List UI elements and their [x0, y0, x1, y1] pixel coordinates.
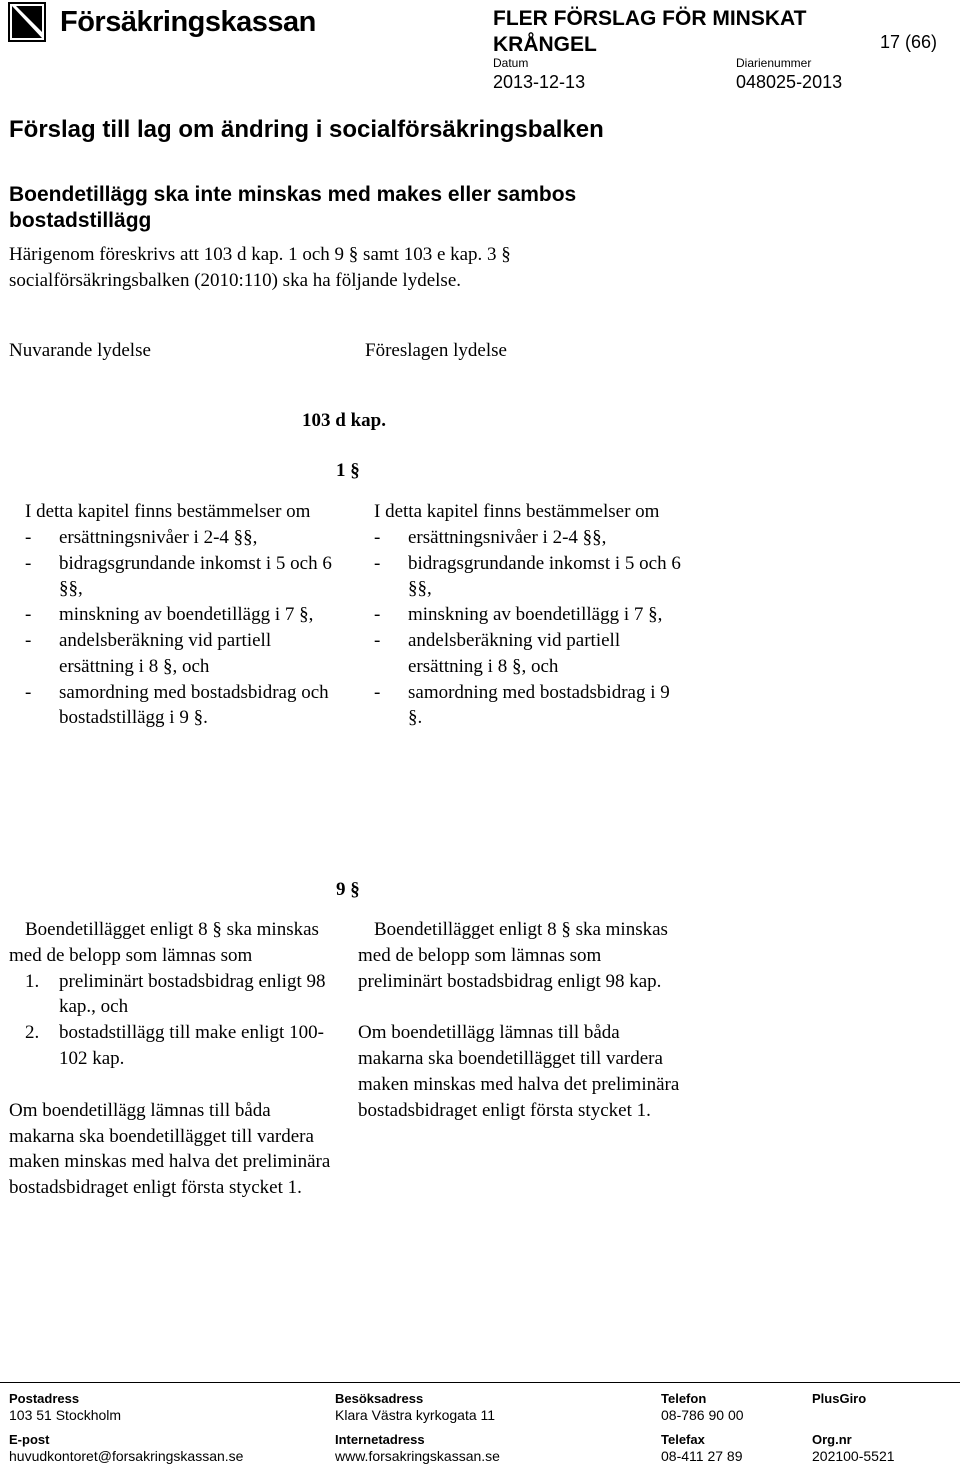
- registration-number-value: 048025-2013: [736, 72, 843, 92]
- list-item: - andelsberäkning vid partiell ersättning i 8 §, och: [25, 629, 272, 677]
- current-wording-heading: Nuvarande lydelse: [9, 340, 151, 361]
- list-item: - ersättningsnivåer i 2-4 §§,: [25, 526, 258, 548]
- document-title: FLER FÖRSLAG FÖR MINSKAT KRÅNGEL: [493, 7, 807, 56]
- proposed-wording-heading: Föreslagen lydelse: [365, 340, 507, 361]
- list-item: - bidragsgrundande inkomst i 5 och 6 §§,: [25, 552, 332, 600]
- section-1-proposed: [358, 499, 688, 731]
- footer-orgnr: 202100-5521: [812, 1448, 895, 1464]
- list-item: 1. preliminärt bostadsbidrag enligt 98 kap., och: [25, 970, 326, 1018]
- list-item: - ersättningsnivåer i 2-4 §§,: [374, 526, 607, 548]
- page-title: Förslag till lag om ändring i socialförsäkringsbalken: [9, 116, 604, 143]
- footer-phone-label: Telefon: [661, 1391, 707, 1406]
- section-1-current: [9, 499, 339, 731]
- list-item: - samordning med bostadsbidrag i 9 §.: [374, 681, 670, 729]
- section-9-heading: 9 §: [336, 879, 360, 900]
- agency-logo: [8, 2, 338, 46]
- footer-fax-label: Telefax: [661, 1432, 705, 1447]
- section-9-proposed: [358, 917, 688, 1124]
- section-9-current: [9, 917, 339, 1201]
- brand-name: Försäkringskassan: [60, 6, 316, 38]
- date-label: Datum: [493, 56, 529, 70]
- list-item: - bidragsgrundande inkomst i 5 och 6 §§,: [374, 552, 681, 600]
- footer-visiting-address: Klara Västra kyrkogata 11: [335, 1407, 496, 1423]
- section-1-current-list: [9, 525, 339, 731]
- section-1-current-lead: I detta kapitel finns bestämmelser om: [25, 501, 311, 522]
- registration-number-label: Diarienummer: [736, 56, 812, 70]
- footer-website-link[interactable]: www.forsakringskassan.se: [335, 1448, 500, 1464]
- footer-plusgiro-label: PlusGiro: [812, 1391, 867, 1406]
- list-item: 2. bostadstillägg till make enligt 100-102 kap.: [25, 1022, 324, 1069]
- footer-fax: 08-411 27 89: [661, 1448, 743, 1464]
- footer-orgnr-label: Org.nr: [812, 1432, 852, 1447]
- footer-email-label: E-post: [9, 1432, 50, 1447]
- chapter-heading: 103 d kap.: [302, 410, 386, 431]
- list-item: - minskning av boendetillägg i 7 §,: [374, 604, 663, 626]
- intro-paragraph: Härigenom föreskrivs att 103 d kap. 1 och 9 § samt 103 e kap. 3 § socialförsäkringsbalken (2010:110) ska ha följande lydelse.: [9, 244, 511, 291]
- section-9-proposed-closing: Om boendetillägg lämnas till båda makarna ska boendetillägget till vardera maken minskas med halva det preliminära bostadsbidraget enligt första stycket 1.: [358, 1022, 680, 1121]
- page-number: 17 (66): [880, 32, 938, 52]
- footer-phone: 08-786 90 00: [661, 1407, 744, 1423]
- footer-website-label: Internetadress: [335, 1432, 425, 1447]
- section-1-heading: 1 §: [336, 460, 360, 481]
- date-value: 2013-12-13: [493, 72, 586, 92]
- footer-postal-address: 103 51 Stockholm: [9, 1407, 122, 1423]
- section-1-proposed-list: [358, 525, 688, 731]
- list-item: - samordning med bostadsbidrag och bostadstillägg i 9 §.: [25, 681, 329, 729]
- section-9-current-lead: Boendetillägget enligt 8 § ska minskas med de belopp som lämnas som: [9, 919, 319, 966]
- section-1-proposed-lead: I detta kapitel finns bestämmelser om: [374, 501, 660, 522]
- section-9-proposed-lead: Boendetillägget enligt 8 § ska minskas med de belopp som lämnas som preliminärt bostadsbidrag enligt 98 kap.: [358, 919, 668, 992]
- footer-visiting-address-label: Besöksadress: [335, 1391, 424, 1406]
- section-9-current-closing: Om boendetillägg lämnas till båda makarna ska boendetillägget till vardera maken minskas med halva det preliminära bostadsbidraget enligt första stycket 1.: [9, 1099, 331, 1199]
- footer-postal-address-label: Postadress: [9, 1391, 80, 1406]
- list-item: - minskning av boendetillägg i 7 §,: [25, 604, 314, 626]
- footer-email-link[interactable]: huvudkontoret@forsakringskassan.se: [9, 1448, 244, 1464]
- list-item: - andelsberäkning vid partiell ersättning i 8 §, och: [374, 629, 621, 677]
- section-title: Boendetillägg ska inte minskas med makes eller sambos bostadstillägg: [9, 183, 577, 232]
- footer-divider: [0, 1382, 960, 1383]
- section-9-current-list: [9, 969, 339, 1072]
- agency-logo-icon: [8, 2, 46, 42]
